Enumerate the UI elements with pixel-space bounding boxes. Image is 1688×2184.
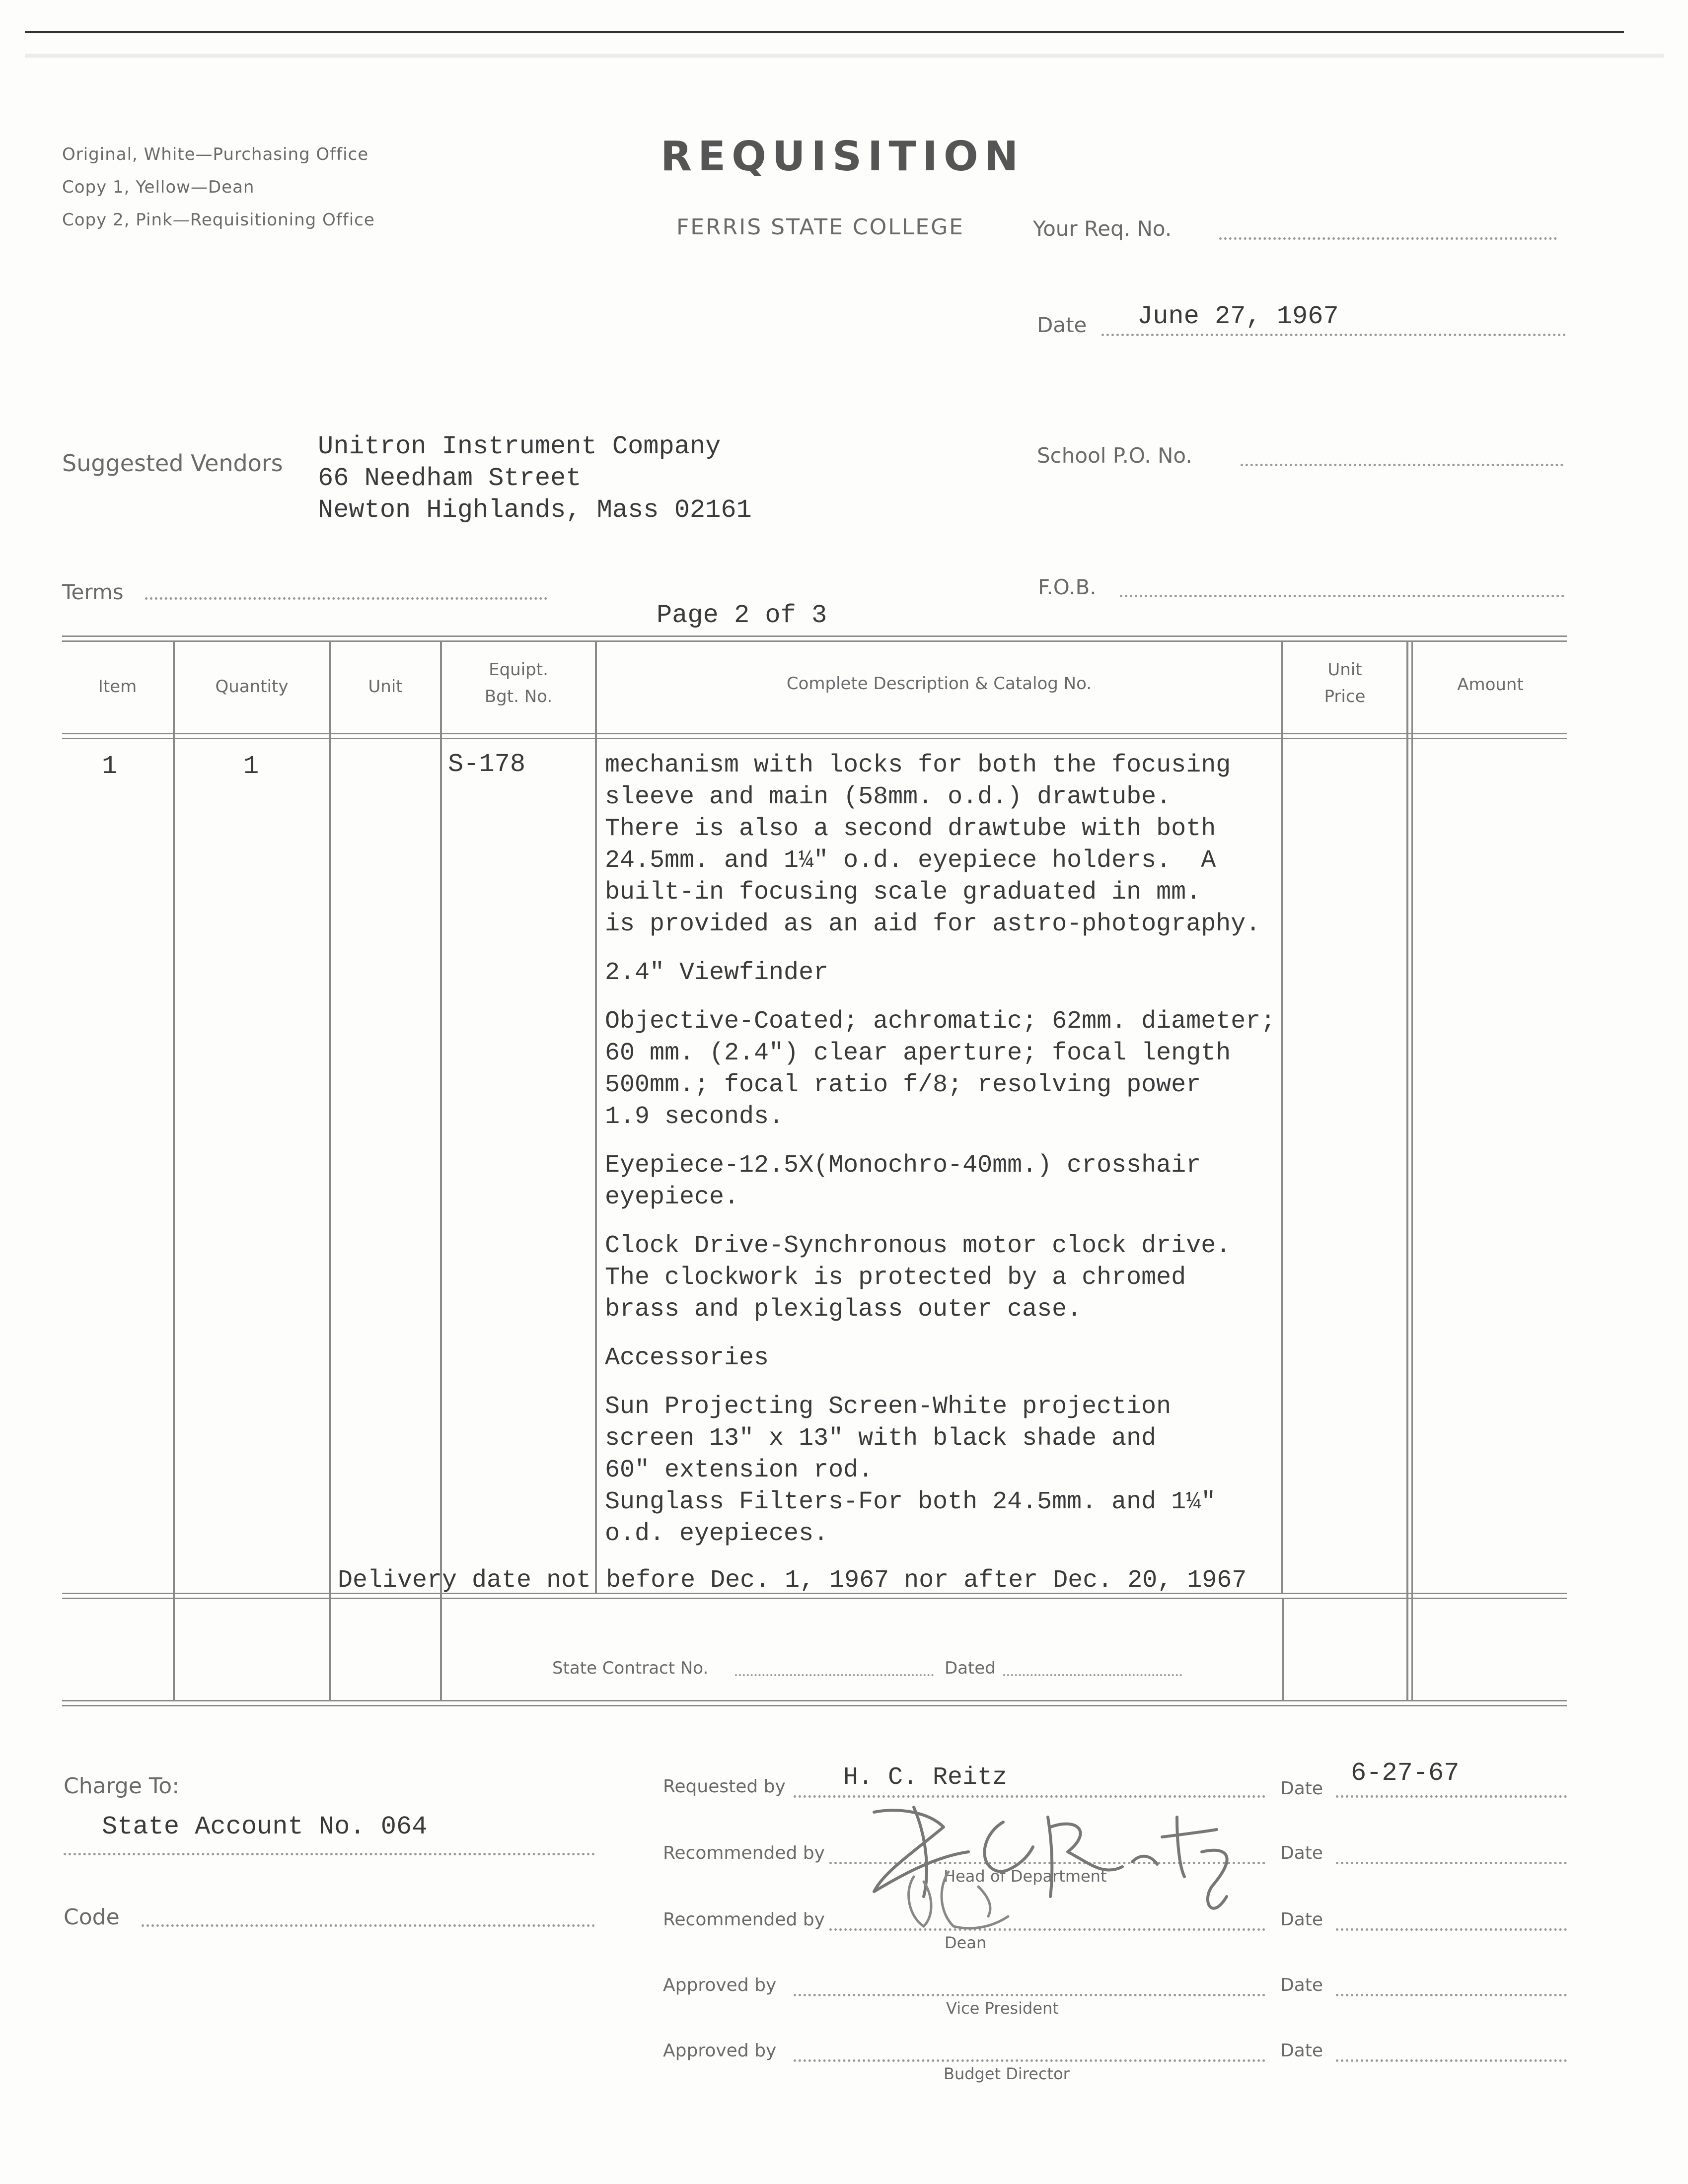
dated-label: Dated <box>945 1658 996 1678</box>
vice-president-label: Vice President <box>946 1999 1059 2018</box>
header-bottom-rule-1 <box>62 733 1567 734</box>
desc-accessories: Accessories <box>605 1344 769 1372</box>
header-item: Item <box>98 677 137 697</box>
state-contract-label: State Contract No. <box>552 1658 709 1678</box>
recommended-date-line-2 <box>1336 1928 1567 1931</box>
approved-label-1: Approved by <box>663 1975 777 1995</box>
copy-pink: Copy 2, Pink—Requisitioning Office <box>62 210 375 230</box>
approved-line-1 <box>794 1994 1265 1996</box>
row-item: 1 <box>102 752 118 781</box>
charge-label: Charge To: <box>64 1773 180 1799</box>
header-unit-price <box>1283 656 1406 710</box>
desc-focusing: mechanism with locks for both the focusing sleeve and main (58mm. o.d.) drawtube. There is also a second drawtube with both 24.5mm. and 1¼" o.d. eyepiece holders. A built-in focusing scale graduated in mm. is provided as an aid for astro-photography. <box>605 751 1261 938</box>
college-name: FERRIS STATE COLLEGE <box>676 214 964 240</box>
desc-objective: Objective-Coated; achromatic; 62mm. diameter; 60 mm. (2.4") clear aperture; focal length 500mm.; focal ratio f/8; resolving power 1.9 seconds. <box>605 1007 1276 1131</box>
approved-date-label-2: Date <box>1280 2041 1323 2061</box>
terms-label: Terms <box>62 580 124 604</box>
approved-date-line-2 <box>1336 2059 1567 2062</box>
recommended-date-label-2: Date <box>1280 1909 1323 1930</box>
col-divider-2 <box>329 640 331 1700</box>
col-divider-6a <box>1282 1598 1284 1700</box>
recommended-date-label-1: Date <box>1280 1843 1323 1863</box>
recommended-date-line-1 <box>1336 1862 1567 1864</box>
vendor-name: Unitron Instrument Company <box>318 432 721 461</box>
header-equip-line2: Bgt. No. <box>484 687 553 706</box>
approved-date-label-1: Date <box>1280 1975 1323 1995</box>
col-divider-7b <box>1411 640 1413 1700</box>
your-req-label: Your Req. No. <box>1033 216 1172 241</box>
header-bottom-rule-2 <box>62 738 1567 739</box>
header-unit: Unit <box>368 677 403 697</box>
requested-label: Requested by <box>663 1776 786 1797</box>
school-po-label: School P.O. No. <box>1037 443 1192 468</box>
fob-line <box>1120 595 1564 597</box>
charge-line <box>64 1853 595 1855</box>
approved-line-2 <box>794 2059 1265 2062</box>
requested-value: H. C. Reitz <box>843 1763 1008 1792</box>
requested-date: 6-27-67 <box>1351 1759 1460 1788</box>
vendor-label: Suggested Vendors <box>62 450 283 477</box>
table-bottom-rule-1 <box>62 1700 1567 1701</box>
vendor-block <box>318 431 752 526</box>
state-contract-line <box>735 1674 934 1676</box>
header-quantity: Quantity <box>215 677 289 697</box>
col-divider-7 <box>1406 640 1408 1700</box>
desc-eyepiece: Eyepiece-12.5X(Monochro-40mm.) crosshair eyepiece. <box>605 1151 1201 1211</box>
terms-line <box>145 597 547 600</box>
page-note: Page 2 of 3 <box>657 601 827 630</box>
header-equip-line1: Equipt. <box>489 660 548 680</box>
body-bottom-rule-2 <box>62 1598 1567 1599</box>
date-label: Date <box>1037 313 1087 337</box>
top-shadow <box>25 54 1664 58</box>
requested-date-label: Date <box>1280 1778 1323 1799</box>
signature-dean <box>894 1857 1043 1941</box>
form-title: REQUISITION <box>661 133 1025 180</box>
copy-distribution <box>62 138 375 236</box>
desc-sun-screen: Sun Projecting Screen-White projection screen 13" x 13" with black shade and 60" extension rod. Sunglass Filters-For both 24.5mm. and 1¼" o.d. eyepieces. <box>605 1393 1216 1548</box>
date-line <box>1101 334 1566 336</box>
header-price-line1: Unit <box>1327 660 1362 680</box>
your-req-line <box>1219 237 1557 240</box>
table-top-rule-1 <box>62 635 1567 637</box>
code-line <box>142 1924 595 1927</box>
header-price-line2: Price <box>1324 687 1366 706</box>
table-top-rule-2 <box>62 640 1567 642</box>
desc-clock-drive: Clock Drive-Synchronous motor clock drive. The clockwork is protected by a chromed brass and plexiglass outer case. <box>605 1232 1231 1324</box>
requested-date-line <box>1336 1795 1567 1798</box>
col-divider-4 <box>595 640 597 1593</box>
fob-label: F.O.B. <box>1038 575 1097 599</box>
vendor-city: Newton Highlands, Mass 02161 <box>318 495 752 525</box>
row-description <box>605 750 1300 1550</box>
header-amount: Amount <box>1457 675 1524 695</box>
approved-label-2: Approved by <box>663 2041 777 2061</box>
code-label: Code <box>64 1904 120 1930</box>
recommended-label-1: Recommended by <box>663 1843 825 1863</box>
header-description: Complete Description & Catalog No. <box>786 674 1092 694</box>
recommended-label-2: Recommended by <box>663 1909 825 1930</box>
row-quantity: 1 <box>243 752 259 781</box>
head-of-department-label: Head of Department <box>944 1867 1107 1886</box>
desc-viewfinder: 2.4" Viewfinder <box>605 959 829 987</box>
delivery-note: Delivery date not before Dec. 1, 1967 nor after Dec. 20, 1967 <box>338 1566 1247 1595</box>
vendor-street: 66 Needham Street <box>318 464 582 493</box>
copy-yellow: Copy 1, Yellow—Dean <box>62 177 255 197</box>
school-po-line <box>1241 464 1563 466</box>
dated-line <box>1003 1674 1182 1676</box>
table-bottom-rule-2 <box>62 1705 1567 1706</box>
col-divider-3 <box>440 640 442 1700</box>
col-divider-1 <box>173 640 175 1700</box>
copy-original: Original, White—Purchasing Office <box>62 144 369 164</box>
dean-label: Dean <box>945 1933 987 1952</box>
charge-value: State Account No. 064 <box>102 1812 428 1841</box>
top-border <box>25 31 1624 33</box>
row-equip-no: S-178 <box>448 750 526 779</box>
date-value: June 27, 1967 <box>1137 302 1339 331</box>
header-equip <box>442 656 595 710</box>
approved-date-line-1 <box>1336 1994 1567 1996</box>
budget-director-label: Budget Director <box>944 2064 1070 2083</box>
